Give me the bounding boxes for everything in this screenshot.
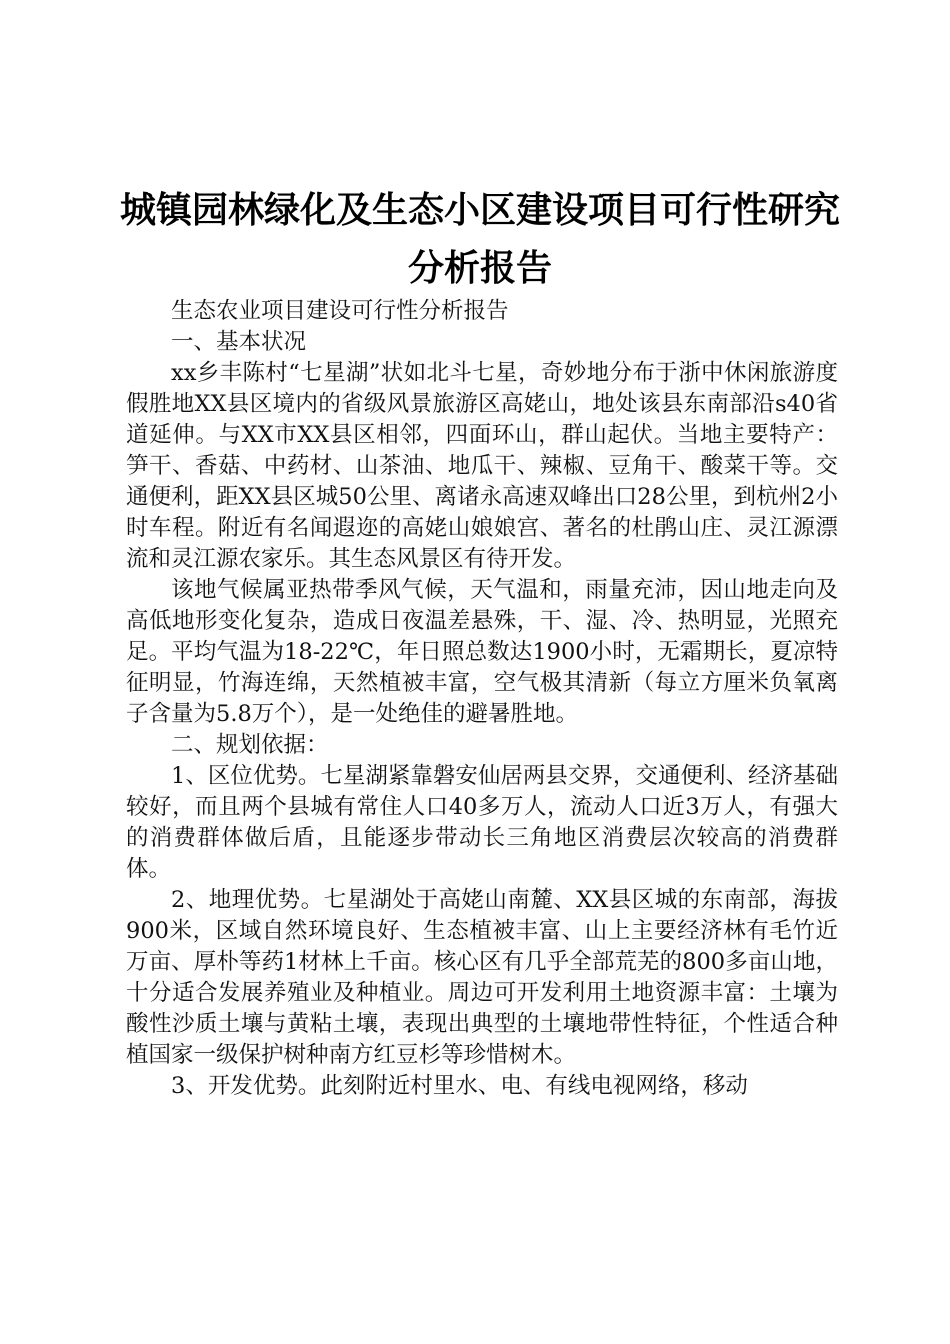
paragraph-development-advantage: 3、开发优势。此刻附近村里水、电、有线电视网络，移动 xyxy=(171,1073,748,1099)
paragraph-heading-planning-basis: 二、规划依据： xyxy=(171,732,329,758)
paragraph-report-subtitle: 生态农业项目建设可行性分析报告 xyxy=(171,298,509,324)
paragraph-heading-basic-situation: 一、基本状况 xyxy=(171,329,307,355)
paragraph-location-advantage: 1、区位优势。七星湖紧靠磐安仙居两县交界，交通便利、经济基础较好，而且两个县城有常住人口40多万人，流动人口近3万人，有强大的消费群体做后盾，且能逐步带动长三角地区消费层次较高的消费群体。 xyxy=(126,763,838,882)
document-body xyxy=(126,296,838,1102)
paragraph-geographic-advantage: 2、地理优势。七星湖处于高姥山南麓、XX县区城的东南部，海拔900米，区域自然环境良好、生态植被丰富、山上主要经济林有毛竹近万亩、厚朴等药1材林上千亩。核心区有几乎全部荒芜的800多亩山地，十分适合发展养殖业及种植业。周边可开发利用土地资源丰富：土壤为酸性沙质土壤与黄粘土壤，表现出典型的土壤地带性特征，个性适合种植国家一级保护树种南方红豆杉等珍惜树木。 xyxy=(126,887,838,1068)
paragraph-climate: 该地气候属亚热带季风气候，天气温和，雨量充沛，因山地走向及高低地形变化复杂，造成日夜温差悬殊，干、湿、冷、热明显，光照充足。平均气温为18-22℃，年日照总数达1900小时，无霜期长，夏凉特征明显，竹海连绵，天然植被丰富，空气极其清新（每立方厘米负氧离子含量为5.8万个），是一处绝佳的避暑胜地。 xyxy=(126,577,838,727)
paragraph-location: xx乡丰陈村“七星湖”状如北斗七星，奇妙地分布于浙中休闲旅游度假胜地XX县区境内的省级风景旅游区高姥山，地处该县东南部沿s40省道延伸。与XX市XX县区相邻，四面环山，群山起伏。当地主要特产：笋干、香菇、中药材、山茶油、地瓜干、辣椒、豆角干、酸菜干等。交通便利，距XX县区城50公里、离诸永高速双峰出口28公里，到杭州2小时车程。附近有名闻遐迩的高姥山娘娘宫、著名的杜鹃山庄、灵江源漂流和灵江源农家乐。其生态风景区有待开发。 xyxy=(126,360,838,572)
document-title: 城镇园林绿化及生态小区建设项目可行性研究分析报告 xyxy=(120,190,841,289)
